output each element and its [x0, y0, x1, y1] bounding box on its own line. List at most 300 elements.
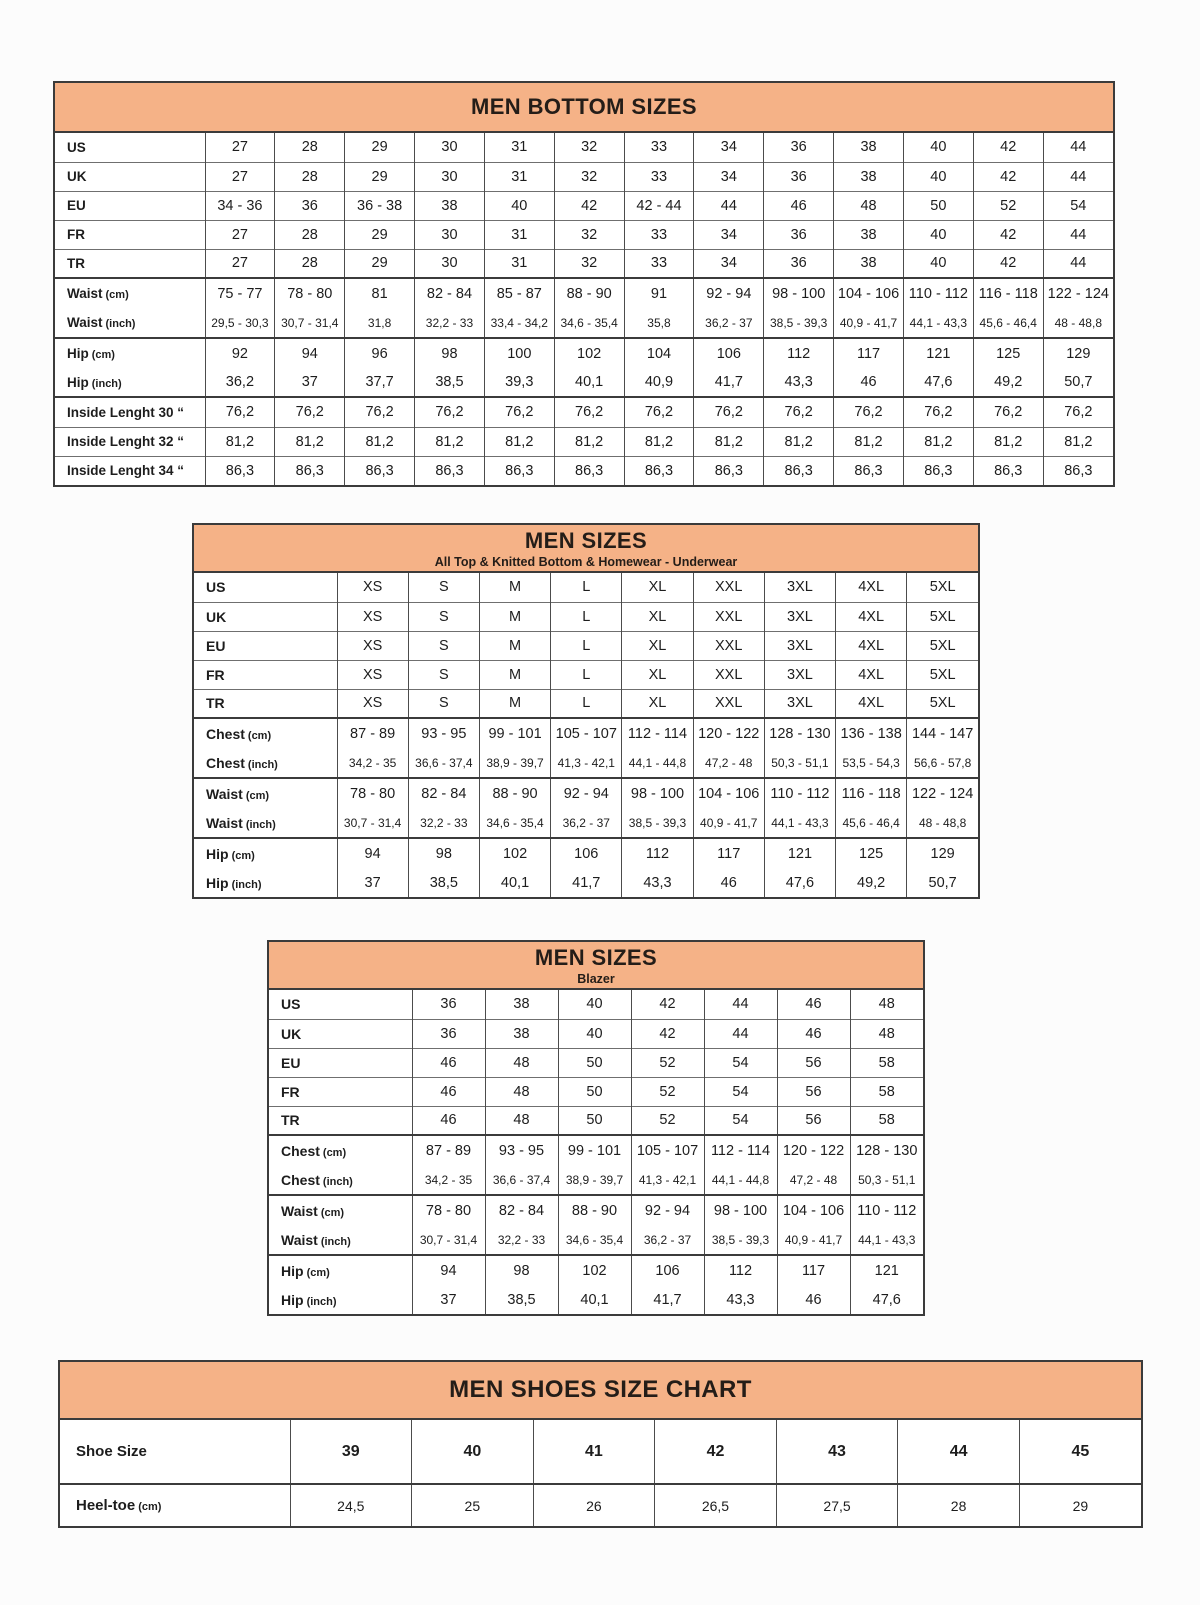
row-label-text: US — [206, 579, 226, 596]
row-label — [269, 1135, 412, 1165]
cell: 94 — [337, 838, 408, 868]
cell: 122 - 124 — [907, 778, 978, 808]
cell: 78 - 80 — [337, 778, 408, 808]
cell: 86,3 — [903, 456, 973, 485]
cell: 86,3 — [764, 456, 834, 485]
cell: XL — [622, 631, 693, 660]
table-row — [55, 249, 1113, 278]
cell: 30,7 - 31,4 — [275, 308, 345, 338]
table-row — [269, 1195, 923, 1225]
cell: 46 — [412, 1077, 485, 1106]
cell: S — [408, 631, 479, 660]
cell: 112 - 114 — [704, 1135, 777, 1165]
row-label-text: Inside Lenght 32 “ — [67, 434, 185, 449]
row-label-text: TR — [67, 255, 85, 271]
table-row — [269, 1135, 923, 1165]
cell: 43,3 — [704, 1285, 777, 1314]
row-label — [194, 631, 337, 660]
cell: 43 — [776, 1420, 898, 1484]
cell: 121 — [764, 838, 835, 868]
cell: 81,2 — [903, 427, 973, 456]
row-label — [194, 778, 337, 808]
row-unit: (inch) — [231, 878, 262, 891]
table-row — [194, 748, 978, 778]
row-label-text: Chest — [281, 1142, 320, 1159]
cell: 104 — [624, 338, 694, 368]
table-header — [269, 942, 923, 990]
cell: 54 — [704, 1077, 777, 1106]
row-label-text: Waist — [206, 814, 243, 831]
cell: 52 — [631, 1048, 704, 1077]
cell: 32 — [554, 162, 624, 191]
cell: 46 — [412, 1106, 485, 1135]
cell: 30,7 - 31,4 — [337, 808, 408, 838]
row-unit: (inch) — [320, 1235, 351, 1248]
table-row — [269, 1285, 923, 1314]
cell: 44 — [898, 1420, 1020, 1484]
row-label — [55, 133, 205, 162]
cell: 40 — [412, 1420, 534, 1484]
cell: 3XL — [764, 573, 835, 602]
row-label — [269, 1195, 412, 1225]
cell: 43,3 — [764, 368, 834, 397]
cell: 47,2 - 48 — [693, 748, 764, 778]
row-label — [269, 1048, 412, 1077]
cell: 34,2 - 35 — [337, 748, 408, 778]
cell: 102 — [558, 1255, 631, 1285]
cell: 82 - 84 — [415, 278, 485, 308]
cell: 91 — [624, 278, 694, 308]
cell: 4XL — [836, 602, 907, 631]
cell: 35,8 — [624, 308, 694, 338]
row-label — [269, 1165, 412, 1195]
cell: 26,5 — [655, 1484, 777, 1526]
row-label — [194, 602, 337, 631]
cell: 36 — [275, 191, 345, 220]
cell: 94 — [412, 1255, 485, 1285]
cell: 41 — [533, 1420, 655, 1484]
row-label-text: Hip — [281, 1291, 304, 1308]
cell: 44 — [694, 191, 764, 220]
row-unit: (cm) — [105, 289, 129, 301]
row-label — [55, 397, 205, 427]
cell: 28 — [275, 133, 345, 162]
cell: 110 - 112 — [903, 278, 973, 308]
cell: 38 — [415, 191, 485, 220]
cell: 30 — [415, 162, 485, 191]
row-label-text: TR — [281, 1112, 300, 1129]
cell: 112 — [622, 838, 693, 868]
cell: 56 — [777, 1048, 850, 1077]
cell: 78 - 80 — [412, 1195, 485, 1225]
table-title: MEN SIZES — [534, 944, 658, 970]
cell: 45 — [1019, 1420, 1141, 1484]
cell: 40,9 - 41,7 — [693, 808, 764, 838]
row-label — [194, 838, 337, 868]
cell: 50 — [558, 1077, 631, 1106]
cell: 40,9 - 41,7 — [834, 308, 904, 338]
cell: 102 — [479, 838, 550, 868]
cell: 27 — [205, 162, 275, 191]
cell: 76,2 — [973, 397, 1043, 427]
cell: 86,3 — [415, 456, 485, 485]
cell: 31 — [484, 220, 554, 249]
table-row — [269, 1106, 923, 1135]
table-row — [55, 368, 1113, 397]
table-row — [269, 1255, 923, 1285]
cell: 29 — [345, 249, 415, 278]
cell: 98 — [408, 838, 479, 868]
row-label-text: TR — [206, 695, 225, 712]
size-grid — [194, 573, 978, 897]
row-label — [55, 249, 205, 278]
cell: 76,2 — [205, 397, 275, 427]
table-title: MEN SHOES SIZE CHART — [449, 1376, 752, 1403]
table-row — [269, 1019, 923, 1048]
cell: XXL — [693, 660, 764, 689]
row-label — [60, 1484, 290, 1526]
cell: 27,5 — [776, 1484, 898, 1526]
cell: 27 — [205, 133, 275, 162]
cell: 42 — [631, 990, 704, 1019]
men-shoes-size-table — [58, 1360, 1143, 1528]
cell: 29 — [345, 220, 415, 249]
cell: 25 — [412, 1484, 534, 1526]
cell: 4XL — [836, 660, 907, 689]
cell: M — [479, 660, 550, 689]
cell: 28 — [275, 162, 345, 191]
cell: 76,2 — [484, 397, 554, 427]
cell: 92 - 94 — [694, 278, 764, 308]
cell: 40 — [903, 162, 973, 191]
cell: 4XL — [836, 689, 907, 718]
cell: S — [408, 573, 479, 602]
row-label-text: FR — [281, 1083, 300, 1100]
cell: 38 — [834, 162, 904, 191]
cell: 41,3 - 42,1 — [551, 748, 622, 778]
cell: 37 — [337, 868, 408, 897]
cell: S — [408, 689, 479, 718]
cell: L — [551, 631, 622, 660]
cell: 44 — [704, 990, 777, 1019]
cell: 45,6 - 46,4 — [836, 808, 907, 838]
cell: 44 — [1043, 220, 1113, 249]
cell: L — [551, 573, 622, 602]
cell: XS — [337, 689, 408, 718]
row-label-text: EU — [67, 198, 86, 213]
cell: 58 — [850, 1077, 923, 1106]
cell: 40 — [558, 1019, 631, 1048]
cell: 98 - 100 — [764, 278, 834, 308]
cell: 38,5 - 39,3 — [704, 1225, 777, 1255]
cell: 49,2 — [836, 868, 907, 897]
cell: 42 — [973, 249, 1043, 278]
row-label-text: US — [67, 139, 86, 155]
cell: 85 - 87 — [484, 278, 554, 308]
cell: 94 — [275, 338, 345, 368]
cell: 98 - 100 — [622, 778, 693, 808]
row-label-text: UK — [67, 169, 87, 184]
cell: 38 — [834, 220, 904, 249]
cell: 29 — [345, 162, 415, 191]
cell: 128 - 130 — [850, 1135, 923, 1165]
row-label-text: Inside Lenght 34 “ — [67, 463, 185, 479]
cell: 47,2 - 48 — [777, 1165, 850, 1195]
cell: 38 — [834, 249, 904, 278]
cell: 52 — [631, 1077, 704, 1106]
cell: 56 — [777, 1106, 850, 1135]
cell: 121 — [850, 1255, 923, 1285]
row-label — [269, 1285, 412, 1314]
cell: 144 - 147 — [907, 718, 978, 748]
cell: 4XL — [836, 631, 907, 660]
table-row — [55, 338, 1113, 368]
cell: 99 - 101 — [479, 718, 550, 748]
cell: 36 — [764, 220, 834, 249]
cell: 92 - 94 — [551, 778, 622, 808]
cell: 40 — [903, 133, 973, 162]
cell: 88 - 90 — [554, 278, 624, 308]
cell: 36,2 - 37 — [551, 808, 622, 838]
cell: 52 — [973, 191, 1043, 220]
row-label-text: UK — [206, 608, 227, 625]
cell: 88 - 90 — [479, 778, 550, 808]
cell: 38,5 - 39,3 — [764, 308, 834, 338]
cell: 44 — [1043, 249, 1113, 278]
row-label — [55, 220, 205, 249]
cell: 81,2 — [624, 427, 694, 456]
cell: 48 — [850, 1019, 923, 1048]
cell: 31,8 — [345, 308, 415, 338]
cell: 81,2 — [973, 427, 1043, 456]
cell: 41,7 — [694, 368, 764, 397]
table-title: MEN BOTTOM SIZES — [470, 94, 697, 119]
cell: 81,2 — [415, 427, 485, 456]
cell: 106 — [551, 838, 622, 868]
cell: 46 — [834, 368, 904, 397]
cell: 42 - 44 — [624, 191, 694, 220]
cell: 41,7 — [551, 868, 622, 897]
table-row — [55, 278, 1113, 308]
cell: XL — [622, 660, 693, 689]
cell: M — [479, 602, 550, 631]
table-row — [194, 660, 978, 689]
row-label — [269, 1019, 412, 1048]
cell: 110 - 112 — [764, 778, 835, 808]
row-unit: (cm) — [247, 729, 272, 742]
row-unit: (cm) — [91, 349, 115, 361]
cell: 46 — [693, 868, 764, 897]
cell: 47,6 — [764, 868, 835, 897]
cell: 30,7 - 31,4 — [412, 1225, 485, 1255]
cell: 34,6 - 35,4 — [558, 1225, 631, 1255]
row-unit: (cm) — [138, 1501, 162, 1513]
cell: XL — [622, 602, 693, 631]
cell: 76,2 — [694, 397, 764, 427]
row-unit: (inch) — [247, 758, 278, 771]
cell: 40,1 — [558, 1285, 631, 1314]
row-label-text: Waist — [281, 1202, 318, 1219]
cell: 40,9 — [624, 368, 694, 397]
cell: 38 — [485, 1019, 558, 1048]
cell: 81,2 — [345, 427, 415, 456]
cell: 34 - 36 — [205, 191, 275, 220]
cell: 36,6 - 37,4 — [408, 748, 479, 778]
cell: 31 — [484, 133, 554, 162]
row-label — [60, 1420, 290, 1484]
cell: 5XL — [907, 602, 978, 631]
row-label-text: Waist — [67, 315, 103, 330]
cell: 40 — [558, 990, 631, 1019]
cell: 81,2 — [275, 427, 345, 456]
cell: 46 — [764, 191, 834, 220]
table-header — [194, 525, 978, 573]
cell: 36 — [412, 1019, 485, 1048]
cell: 38,5 — [485, 1285, 558, 1314]
cell: 48 — [485, 1077, 558, 1106]
cell: 81,2 — [834, 427, 904, 456]
table-row — [194, 631, 978, 660]
table-subtitle: All Top & Knitted Bottom & Homewear - Underwear — [434, 554, 738, 569]
cell: 33 — [624, 220, 694, 249]
cell: 30 — [415, 249, 485, 278]
cell: 29,5 - 30,3 — [205, 308, 275, 338]
row-label-text: Chest — [206, 754, 245, 771]
cell: 30 — [415, 220, 485, 249]
table-row — [55, 456, 1113, 485]
cell: 56,6 - 57,8 — [907, 748, 978, 778]
row-unit: (cm) — [231, 849, 255, 862]
table-row — [55, 133, 1113, 162]
cell: 81,2 — [1043, 427, 1113, 456]
cell: 44,1 - 43,3 — [850, 1225, 923, 1255]
cell: 36 — [412, 990, 485, 1019]
cell: 36,2 — [205, 368, 275, 397]
cell: 5XL — [907, 660, 978, 689]
table-row — [194, 602, 978, 631]
cell: S — [408, 602, 479, 631]
table-row — [269, 990, 923, 1019]
cell: 54 — [704, 1048, 777, 1077]
men-top-sizes-table — [192, 523, 980, 899]
cell: 38,5 - 39,3 — [622, 808, 693, 838]
cell: XXL — [693, 602, 764, 631]
cell: 37,7 — [345, 368, 415, 397]
cell: 76,2 — [764, 397, 834, 427]
row-label — [194, 660, 337, 689]
table-row — [55, 308, 1113, 338]
cell: 41,3 - 42,1 — [631, 1165, 704, 1195]
cell: 50 — [558, 1048, 631, 1077]
cell: 125 — [973, 338, 1043, 368]
cell: 34 — [694, 133, 764, 162]
cell: 33 — [624, 162, 694, 191]
cell: 87 - 89 — [412, 1135, 485, 1165]
cell: XXL — [693, 631, 764, 660]
cell: 42 — [554, 191, 624, 220]
cell: 76,2 — [345, 397, 415, 427]
size-grid — [269, 990, 923, 1314]
table-row — [194, 689, 978, 718]
cell: 32 — [554, 249, 624, 278]
cell: 86,3 — [554, 456, 624, 485]
table-row — [194, 868, 978, 897]
table-row — [269, 1225, 923, 1255]
cell: 39 — [290, 1420, 412, 1484]
cell: 34,6 - 35,4 — [554, 308, 624, 338]
cell: 34,2 - 35 — [412, 1165, 485, 1195]
cell: 98 — [415, 338, 485, 368]
cell: 33 — [624, 249, 694, 278]
cell: 50,7 — [907, 868, 978, 897]
row-label — [194, 689, 337, 718]
cell: 41,7 — [631, 1285, 704, 1314]
cell: 58 — [850, 1048, 923, 1077]
cell: 32,2 - 33 — [408, 808, 479, 838]
cell: 100 — [484, 338, 554, 368]
cell: 50 — [903, 191, 973, 220]
cell: 105 - 107 — [631, 1135, 704, 1165]
cell: 98 - 100 — [704, 1195, 777, 1225]
cell: 36 — [764, 133, 834, 162]
row-label-text: Hip — [281, 1262, 304, 1279]
cell: 112 — [764, 338, 834, 368]
cell: 106 — [631, 1255, 704, 1285]
cell: 105 - 107 — [551, 718, 622, 748]
cell: 32,2 - 33 — [415, 308, 485, 338]
row-label-text: Chest — [206, 725, 245, 742]
cell: 106 — [694, 338, 764, 368]
table-header — [60, 1362, 1141, 1420]
cell: 42 — [655, 1420, 777, 1484]
cell: 32 — [554, 133, 624, 162]
cell: 42 — [631, 1019, 704, 1048]
cell: XS — [337, 573, 408, 602]
cell: 76,2 — [834, 397, 904, 427]
row-label-text: Chest — [281, 1171, 320, 1188]
cell: 27 — [205, 249, 275, 278]
cell: XS — [337, 602, 408, 631]
cell: 102 — [554, 338, 624, 368]
table-row — [55, 397, 1113, 427]
cell: 29 — [1019, 1484, 1141, 1526]
cell: 28 — [275, 249, 345, 278]
cell: 76,2 — [624, 397, 694, 427]
row-label-text: US — [281, 996, 301, 1013]
cell: 38,5 — [408, 868, 479, 897]
cell: 40,9 - 41,7 — [777, 1225, 850, 1255]
cell: M — [479, 631, 550, 660]
cell: 81,2 — [484, 427, 554, 456]
cell: 86,3 — [624, 456, 694, 485]
cell: 104 - 106 — [693, 778, 764, 808]
cell: L — [551, 689, 622, 718]
cell: 54 — [1043, 191, 1113, 220]
cell: 33,4 - 34,2 — [484, 308, 554, 338]
cell: 31 — [484, 249, 554, 278]
cell: 5XL — [907, 631, 978, 660]
cell: 44,1 - 43,3 — [903, 308, 973, 338]
cell: 125 — [836, 838, 907, 868]
row-label — [269, 1225, 412, 1255]
table-subtitle: Blazer — [577, 971, 615, 986]
row-label — [269, 1077, 412, 1106]
cell: 121 — [903, 338, 973, 368]
cell: 36,6 - 37,4 — [485, 1165, 558, 1195]
row-label-text: FR — [67, 227, 85, 242]
row-label — [55, 162, 205, 191]
row-label-text: Heel-toe — [76, 1497, 136, 1514]
